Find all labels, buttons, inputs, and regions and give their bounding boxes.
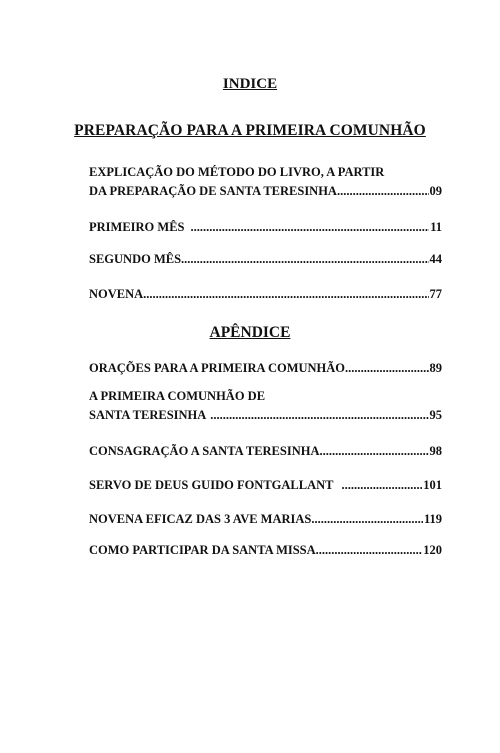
toc-entry-title: ORAÇÕES PARA A PRIMEIRA COMUNHÃO (89, 361, 346, 375)
dot-leader (320, 442, 429, 461)
toc-page-number: 101 (423, 478, 442, 492)
toc-page-number: 77 (429, 287, 442, 301)
section-heading-apendice: APÊNDICE (209, 324, 291, 341)
toc-entry-servo-de-deus (89, 476, 442, 495)
index-title: INDICE (222, 76, 278, 92)
toc-page-number: 89 (429, 361, 442, 375)
toc-entry-title: SERVO DE DEUS GUIDO FONTGALLANT (89, 478, 334, 492)
dot-leader (143, 285, 428, 304)
dot-leader (337, 182, 429, 201)
toc-entry-novena (89, 285, 442, 304)
toc-entry-title: PRIMEIRO MÊS (89, 220, 185, 234)
toc-page-number: 11 (430, 220, 442, 234)
dot-leader (181, 250, 428, 269)
toc-entry-segundo-mes (89, 250, 442, 269)
toc-entry-primeiro-mes (89, 218, 442, 237)
dot-leader (191, 218, 430, 237)
toc-entry-title: COMO PARTICIPAR DA SANTA MISSA (89, 543, 316, 557)
toc-entry-title: NOVENA (89, 287, 144, 301)
toc-page-number: 95 (429, 408, 442, 422)
toc-page-number: 98 (429, 444, 442, 458)
toc-entry-consagracao (89, 442, 442, 461)
toc-entry-primeira-comunhao-teresinha (89, 387, 442, 425)
toc-page-number: 120 (423, 543, 442, 557)
dot-leader (342, 476, 423, 495)
toc-entry-oracoes (89, 359, 442, 378)
toc-entry-explicacao (89, 163, 442, 201)
toc-entry-title: SEGUNDO MÊS (89, 252, 182, 266)
toc-page-number: 44 (429, 252, 442, 266)
toc-entry-first-line: EXPLICAÇÃO DO MÉTODO DO LIVRO, A PARTIR (89, 165, 385, 179)
toc-entry-first-line: A PRIMEIRA COMUNHÃO DE (89, 389, 266, 403)
toc-page-number: 09 (429, 184, 442, 198)
toc-entry-title: CONSAGRAÇÃO A SANTA TERESINHA (89, 444, 320, 458)
dot-leader (210, 406, 428, 425)
toc-entry-novena-eficaz (89, 510, 442, 529)
dot-leader (345, 359, 428, 378)
toc-entry-title: SANTA TERESINHA (89, 408, 207, 422)
toc-page-number: 119 (423, 512, 442, 526)
toc-entry-santa-missa (89, 541, 442, 560)
section-heading-preparacao: PREPARAÇÃO PARA A PRIMEIRA COMUNHÃO (74, 122, 426, 139)
toc-entry-title: NOVENA EFICAZ DAS 3 AVE MARIAS (89, 512, 312, 526)
dot-leader (311, 510, 423, 529)
dot-leader (316, 541, 423, 560)
toc-entry-title: DA PREPARAÇÃO DE SANTA TERESINHA (89, 184, 337, 198)
